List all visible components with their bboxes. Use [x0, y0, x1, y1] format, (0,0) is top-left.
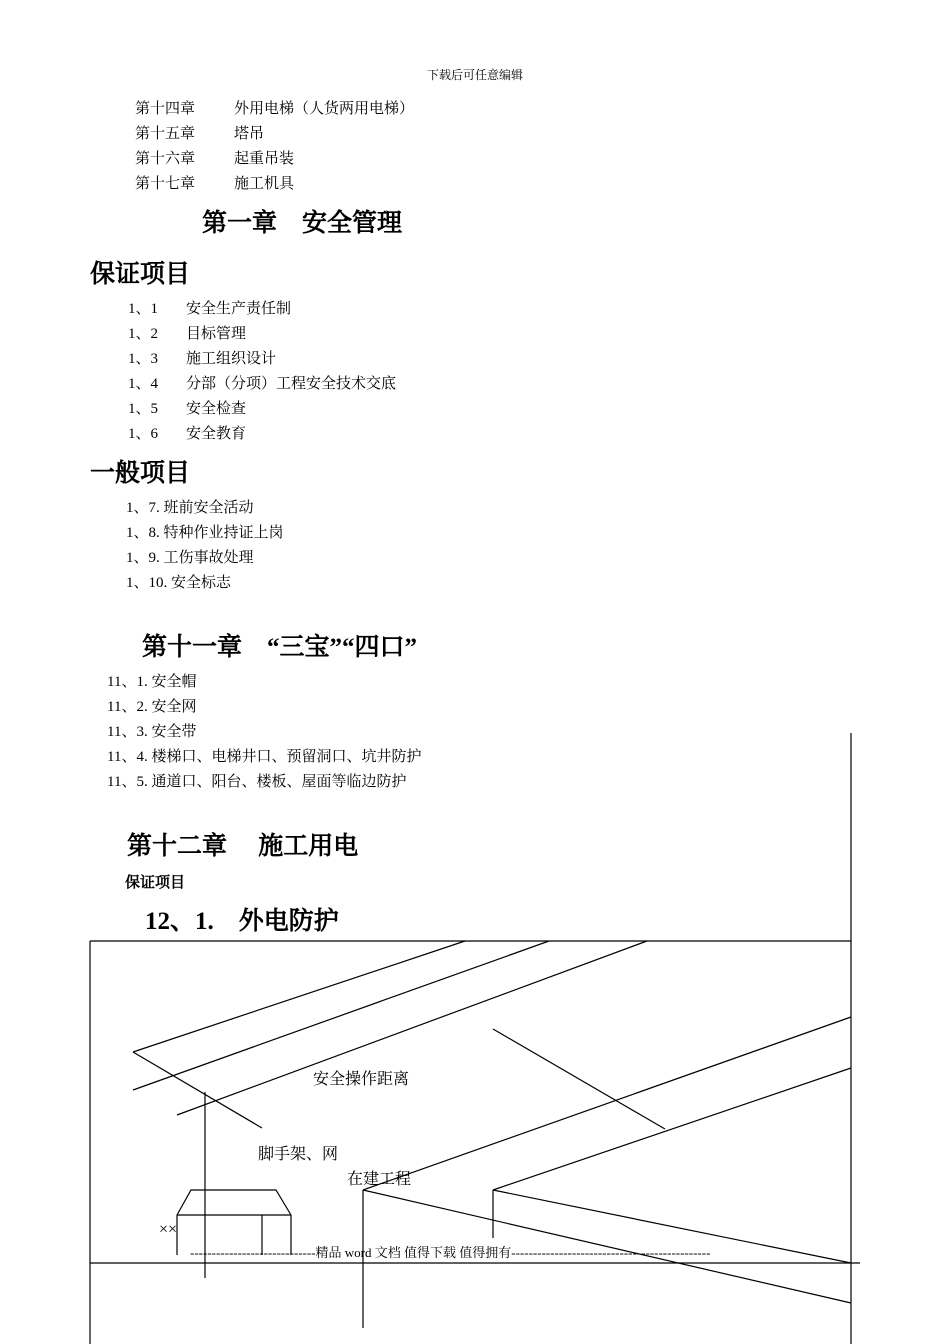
house-roof: [177, 1190, 291, 1215]
toc-number: 第十六章: [135, 151, 196, 167]
item-text: 安全检查: [186, 401, 247, 417]
footer-note: -----------------------------精品 word 文档 值得下载 值得拥有----------------------------------------------: [190, 1245, 711, 1260]
item-text: 安全生产责任制: [186, 301, 292, 317]
building-top-left-edge: [363, 1017, 851, 1190]
item-text: 分部（分项）工程安全技术交底: [186, 376, 397, 392]
toc-title: 起重吊装: [234, 151, 295, 167]
guarantee-heading: 保证项目: [90, 259, 191, 288]
toc-number: 第十七章: [135, 176, 196, 192]
chapter-12-sub-heading: 保证项目: [125, 875, 186, 891]
item-number: 1、6: [128, 426, 159, 442]
item-text: 施工组织设计: [186, 351, 277, 367]
toc-title: 外用电梯（人货两用电梯）: [234, 101, 415, 117]
item-number: 1、2: [128, 326, 159, 342]
chapter-1-heading: 第一章 安全管理: [202, 210, 403, 237]
power-line-1: [133, 941, 465, 1052]
power-line-3: [177, 941, 647, 1115]
item-number: 1、3: [128, 351, 159, 367]
general-heading: 一般项目: [90, 458, 191, 487]
toc-number: 第十五章: [135, 126, 196, 142]
general-item: 1、10. 安全标志: [126, 575, 232, 591]
chapter-11-item: 11、1. 安全帽: [107, 674, 197, 690]
item-number: 1、4: [128, 376, 159, 392]
chapter-11-item: 11、2. 安全网: [107, 699, 197, 715]
general-item: 1、7. 班前安全活动: [126, 500, 254, 516]
chapter-11-item: 11、5. 通道口、阳台、楼板、屋面等临边防护: [107, 774, 407, 790]
item-text: 安全教育: [186, 426, 247, 442]
power-line-2: [133, 941, 549, 1090]
item-number: 1、1: [128, 301, 159, 317]
chapter-11-item: 11、3. 安全带: [107, 724, 197, 740]
toc-number: 第十四章: [135, 101, 196, 117]
label-building: 在建工程: [347, 1171, 412, 1188]
toc-title: 塔吊: [234, 126, 265, 142]
chapter-12-heading: 第十二章 施工用电: [127, 833, 359, 860]
chapter-11-heading: 第十一章 “三宝”“四口”: [142, 634, 418, 661]
distance-line-left: [133, 1052, 262, 1128]
label-safe-distance: 安全操作距离: [313, 1071, 410, 1088]
item-number: 1、5: [128, 401, 159, 417]
label-xx: ××: [159, 1221, 178, 1238]
chapter-11-item: 11、4. 楼梯口、电梯井口、预留洞口、坑井防护: [107, 749, 422, 765]
item-text: 目标管理: [186, 326, 247, 342]
label-scaffold: 脚手架、网: [258, 1146, 339, 1163]
toc-title: 施工机具: [234, 176, 295, 192]
general-item: 1、9. 工伤事故处理: [126, 550, 254, 566]
building-top-right-edge: [493, 1068, 851, 1190]
header-note: 下载后可任意编辑: [426, 68, 523, 82]
general-item: 1、8. 特种作业持证上岗: [126, 525, 284, 541]
section-12-1-heading: 12、1. 外电防护: [145, 908, 339, 935]
